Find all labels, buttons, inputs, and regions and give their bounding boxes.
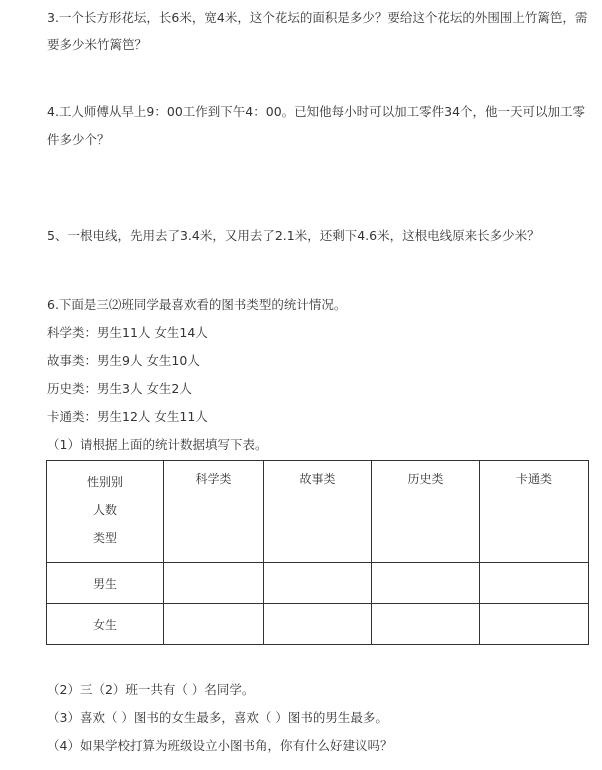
table-header-cell [372, 461, 480, 563]
table-corner-cell [47, 461, 164, 563]
question-4-line-1: 4.工人师傅从早上9：00工作到下午4：00。已知他每小时可以加工零件34个，他一天可以加工零 [47, 104, 586, 119]
question-3-line-2: 要多少米竹篱笆？ [47, 37, 148, 52]
corner-label-gender: 性别别 [86, 475, 123, 489]
table-header-cell [480, 461, 589, 563]
table-header-row [47, 461, 589, 563]
table-header-cell [264, 461, 372, 563]
column-header-story: 故事类 [299, 472, 336, 486]
question-6-part-4: （4）如果学校打算为班级设立小图书角，你有什么好建议吗？ [47, 738, 393, 753]
question-6-part-3: （3）喜欢（ ）图书的女生最多，喜欢（ ）图书的男生最多。 [47, 710, 388, 725]
question-6-part-2: （2）三（2）班一共有（ ）名同学。 [47, 682, 255, 697]
stat-science: 科学类：男生11人 女生14人 [47, 325, 208, 340]
question-3-line-1: 3.一个长方形花坛，长6米，宽4米，这个花坛的面积是多少？要给这个花坛的外围围上竹篱笆，需 [47, 10, 588, 25]
row-label-girls: 女生 [47, 604, 164, 645]
column-header-history: 历史类 [407, 472, 444, 486]
corner-label-count: 人数 [92, 503, 117, 517]
stat-story: 故事类：男生9人 女生10人 [47, 353, 200, 368]
column-header-cartoon: 卡通类 [515, 472, 552, 486]
question-6-part-1: （1）请根据上面的统计数据填写下表。 [47, 437, 268, 452]
stat-history: 历史类：男生3人 女生2人 [47, 381, 192, 396]
answer-cell[interactable] [480, 604, 589, 645]
answer-cell[interactable] [264, 563, 372, 604]
answer-cell[interactable] [164, 604, 264, 645]
answer-cell[interactable] [372, 604, 480, 645]
answer-cell[interactable] [480, 563, 589, 604]
stats-table-wrap [46, 460, 588, 646]
question-4-line-2: 件多少个？ [47, 132, 110, 147]
question-5: 5、一根电线，先用去了3.4米，又用去了2.1米，还剩下4.6米，这根电线原来长多少米？ [47, 228, 540, 243]
column-header-science: 科学类 [195, 472, 232, 486]
row-label-boys: 男生 [47, 563, 164, 604]
table-header-cell [164, 461, 264, 563]
table-row [47, 604, 589, 645]
answer-cell[interactable] [372, 563, 480, 604]
stats-table [46, 460, 589, 645]
answer-cell[interactable] [164, 563, 264, 604]
stat-cartoon: 卡通类：男生12人 女生11人 [47, 409, 208, 424]
corner-label-type: 类型 [92, 531, 117, 545]
answer-cell[interactable] [264, 604, 372, 645]
question-6-intro: 6.下面是三⑵班同学最喜欢看的图书类型的统计情况。 [47, 297, 347, 312]
table-row [47, 563, 589, 604]
